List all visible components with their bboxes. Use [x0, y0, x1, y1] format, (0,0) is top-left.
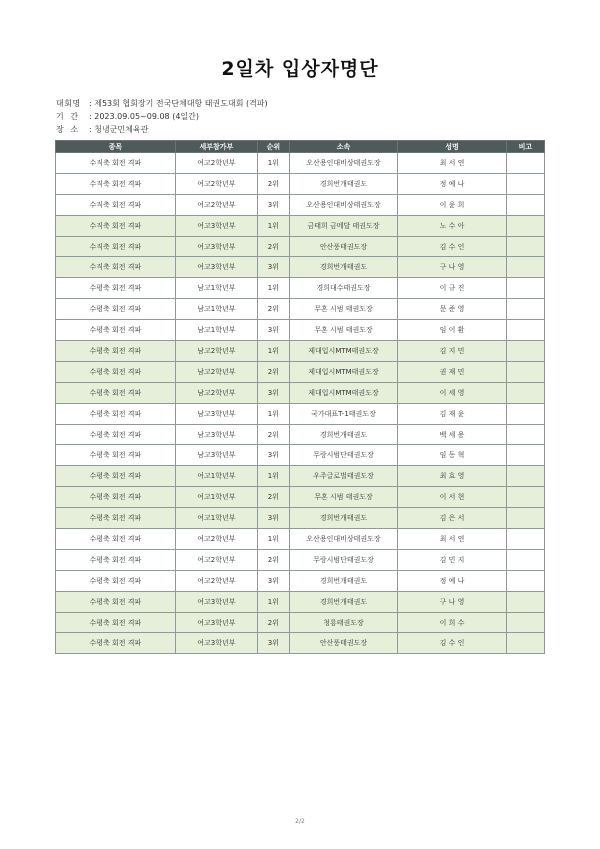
cell-note	[506, 445, 544, 466]
cell-rank: 2위	[257, 487, 289, 508]
table-row	[56, 257, 545, 278]
cell-team: 금태희 금메달 태권도장	[289, 215, 398, 236]
cell-event: 수직축 회전 격파	[56, 215, 176, 236]
cell-name: 정 예 나	[398, 570, 507, 591]
cell-team: 오산용인대비상태권도장	[289, 529, 398, 550]
cell-division: 여고3학년부	[175, 215, 257, 236]
cell-rank: 1위	[257, 153, 289, 174]
table-row	[56, 194, 545, 215]
cell-team: 청룡태권도장	[289, 612, 398, 633]
cell-team: 국가대표T-1태권도장	[289, 403, 398, 424]
cell-event: 수평축 회전 격파	[56, 529, 176, 550]
table-header	[56, 141, 545, 153]
table-row	[56, 361, 545, 382]
cell-team: 무랑시범단태권도장	[289, 445, 398, 466]
cell-name: 이 규 진	[398, 278, 507, 299]
cell-team: 안산풍태권도장	[289, 633, 398, 654]
cell-team: 제대입시MTM태권도장	[289, 341, 398, 362]
table-row	[56, 153, 545, 174]
cell-division: 남고3학년부	[175, 424, 257, 445]
cell-name: 임 동 혁	[398, 445, 507, 466]
page-number: 2/2	[295, 818, 305, 825]
cell-rank: 2위	[257, 612, 289, 633]
table-row	[56, 341, 545, 362]
cell-division: 여고2학년부	[175, 173, 257, 194]
cell-note	[506, 153, 544, 174]
cell-rank: 1위	[257, 341, 289, 362]
cell-name: 김 지 민	[398, 341, 507, 362]
cell-rank: 3위	[257, 445, 289, 466]
cell-name: 이 윤 희	[398, 194, 507, 215]
cell-rank: 3위	[257, 382, 289, 403]
cell-rank: 3위	[257, 320, 289, 341]
cell-note	[506, 424, 544, 445]
cell-team: 경희번개태권도	[289, 424, 398, 445]
cell-event: 수직축 회전 격파	[56, 153, 176, 174]
cell-division: 남고1학년부	[175, 320, 257, 341]
cell-name: 김 수 인	[398, 633, 507, 654]
header-event: 종목	[56, 141, 176, 153]
cell-event: 수평축 회전 격파	[56, 612, 176, 633]
cell-division: 여고1학년부	[175, 487, 257, 508]
cell-event: 수평축 회전 격파	[56, 466, 176, 487]
cell-note	[506, 341, 544, 362]
cell-name: 구 나 영	[398, 257, 507, 278]
cell-rank: 1위	[257, 278, 289, 299]
table-row	[56, 591, 545, 612]
cell-event: 수평축 회전 격파	[56, 320, 176, 341]
table-row	[56, 403, 545, 424]
event-name-label: 대회명	[56, 99, 81, 108]
cell-division: 여고2학년부	[175, 570, 257, 591]
cell-note	[506, 633, 544, 654]
cell-division: 남고1학년부	[175, 299, 257, 320]
cell-division: 여고2학년부	[175, 153, 257, 174]
cell-division: 여고3학년부	[175, 236, 257, 257]
table-row	[56, 508, 545, 529]
event-venue-row	[56, 123, 268, 136]
cell-rank: 1위	[257, 591, 289, 612]
cell-note	[506, 382, 544, 403]
cell-note	[506, 508, 544, 529]
cell-division: 여고1학년부	[175, 508, 257, 529]
cell-rank: 1위	[257, 215, 289, 236]
cell-note	[506, 278, 544, 299]
table-row	[56, 570, 545, 591]
table-row	[56, 299, 545, 320]
table-row	[56, 236, 545, 257]
cell-note	[506, 403, 544, 424]
cell-team: 경희번개태권도	[289, 257, 398, 278]
cell-division: 남고3학년부	[175, 403, 257, 424]
cell-name: 이 세 영	[398, 382, 507, 403]
cell-event: 수평축 회전 격파	[56, 445, 176, 466]
header-row	[56, 141, 545, 153]
cell-name: 최 서 연	[398, 153, 507, 174]
cell-team: 무혼 시범 태권도장	[289, 299, 398, 320]
cell-name: 노 수 아	[398, 215, 507, 236]
cell-division: 남고2학년부	[175, 361, 257, 382]
cell-note	[506, 257, 544, 278]
cell-event: 수평축 회전 격파	[56, 508, 176, 529]
cell-name: 이 서 현	[398, 487, 507, 508]
table-row	[56, 215, 545, 236]
table-row	[56, 466, 545, 487]
cell-team: 안산풍태권도장	[289, 236, 398, 257]
cell-team: 경희번개태권도	[289, 173, 398, 194]
cell-note	[506, 570, 544, 591]
cell-note	[506, 612, 544, 633]
cell-name: 김 민 지	[398, 549, 507, 570]
cell-name: 정 예 나	[398, 173, 507, 194]
cell-rank: 3위	[257, 570, 289, 591]
cell-team: 무랑시범단태권도장	[289, 549, 398, 570]
cell-team: 제대입시MTM태권도장	[289, 361, 398, 382]
cell-event: 수평축 회전 격파	[56, 570, 176, 591]
cell-name: 김 수 인	[398, 236, 507, 257]
cell-team: 경희번개태권도	[289, 508, 398, 529]
cell-division: 남고1학년부	[175, 278, 257, 299]
table-row	[56, 445, 545, 466]
cell-note	[506, 194, 544, 215]
cell-division: 여고2학년부	[175, 529, 257, 550]
cell-note	[506, 173, 544, 194]
cell-division: 남고2학년부	[175, 341, 257, 362]
cell-division: 여고3학년부	[175, 257, 257, 278]
event-venue-label: 장 소	[56, 125, 79, 134]
cell-note	[506, 320, 544, 341]
cell-rank: 3위	[257, 508, 289, 529]
cell-event: 수평축 회전 격파	[56, 633, 176, 654]
cell-rank: 3위	[257, 257, 289, 278]
cell-rank: 2위	[257, 173, 289, 194]
table-row	[56, 612, 545, 633]
cell-team: 경희대수태권도장	[289, 278, 398, 299]
cell-name: 임 이 환	[398, 320, 507, 341]
cell-name: 이 희 수	[398, 612, 507, 633]
header-name: 성명	[398, 141, 507, 153]
cell-name: 최 서 연	[398, 529, 507, 550]
cell-rank: 1위	[257, 529, 289, 550]
cell-division: 남고2학년부	[175, 382, 257, 403]
cell-event: 수평축 회전 격파	[56, 382, 176, 403]
cell-division: 여고2학년부	[175, 194, 257, 215]
cell-event: 수직축 회전 격파	[56, 194, 176, 215]
cell-team: 오산용인대비상태권도장	[289, 153, 398, 174]
table-row	[56, 173, 545, 194]
page-title: 2일차 입상자명단	[221, 58, 379, 80]
cell-division: 남고3학년부	[175, 445, 257, 466]
event-period-row	[56, 110, 268, 123]
cell-name: 문 준 영	[398, 299, 507, 320]
event-name-value: : 제53회 협회장기 전국단체대항 태권도대회 (격파)	[89, 99, 268, 108]
cell-name: 김 은 서	[398, 508, 507, 529]
event-info	[56, 97, 268, 136]
table-row	[56, 549, 545, 570]
header-note: 비고	[506, 141, 544, 153]
cell-event: 수직축 회전 격파	[56, 173, 176, 194]
cell-division: 여고3학년부	[175, 612, 257, 633]
cell-rank: 3위	[257, 633, 289, 654]
cell-note	[506, 591, 544, 612]
cell-event: 수평축 회전 격파	[56, 487, 176, 508]
table-row	[56, 487, 545, 508]
cell-event: 수평축 회전 격파	[56, 361, 176, 382]
cell-name: 김 재 윤	[398, 403, 507, 424]
cell-team: 오산용인대비상태권도장	[289, 194, 398, 215]
cell-team: 우주글로벌태권도장	[289, 466, 398, 487]
table-row	[56, 529, 545, 550]
cell-event: 수평축 회전 격파	[56, 341, 176, 362]
cell-event: 수평축 회전 격파	[56, 278, 176, 299]
cell-event: 수직축 회전 격파	[56, 257, 176, 278]
cell-note	[506, 236, 544, 257]
cell-name: 권 재 민	[398, 361, 507, 382]
cell-note	[506, 549, 544, 570]
cell-team: 제대입시MTM태권도장	[289, 382, 398, 403]
table-body	[56, 153, 545, 654]
results-table	[55, 140, 545, 654]
cell-event: 수평축 회전 격파	[56, 299, 176, 320]
event-period-label: 기 간	[56, 112, 79, 121]
cell-rank: 2위	[257, 549, 289, 570]
cell-rank: 1위	[257, 403, 289, 424]
cell-name: 백 세 용	[398, 424, 507, 445]
cell-note	[506, 529, 544, 550]
cell-team: 경희번개태권도	[289, 591, 398, 612]
cell-team: 무혼 시범 태권도장	[289, 320, 398, 341]
cell-division: 여고3학년부	[175, 591, 257, 612]
event-venue-value: : 청냉군민체육관	[89, 125, 149, 134]
cell-note	[506, 215, 544, 236]
cell-team: 무혼 시범 태권도장	[289, 487, 398, 508]
table-row	[56, 278, 545, 299]
cell-team: 경희번개태권도	[289, 570, 398, 591]
table-row	[56, 424, 545, 445]
cell-rank: 3위	[257, 194, 289, 215]
cell-event: 수평축 회전 격파	[56, 549, 176, 570]
cell-event: 수평축 회전 격파	[56, 403, 176, 424]
cell-event: 수평축 회전 격파	[56, 424, 176, 445]
cell-note	[506, 299, 544, 320]
event-period-value: : 2023.09.05~09.08 (4일간)	[89, 112, 199, 121]
table-row	[56, 382, 545, 403]
header-rank: 순위	[257, 141, 289, 153]
cell-note	[506, 487, 544, 508]
cell-division: 여고1학년부	[175, 466, 257, 487]
cell-name: 구 나 영	[398, 591, 507, 612]
cell-rank: 2위	[257, 236, 289, 257]
event-name-row	[56, 97, 268, 110]
table-row	[56, 633, 545, 654]
table-row	[56, 320, 545, 341]
header-team: 소속	[289, 141, 398, 153]
cell-rank: 2위	[257, 424, 289, 445]
cell-rank: 2위	[257, 299, 289, 320]
cell-event: 수평축 회전 격파	[56, 591, 176, 612]
header-division: 세부참가부	[175, 141, 257, 153]
cell-division: 여고3학년부	[175, 633, 257, 654]
cell-rank: 2위	[257, 361, 289, 382]
cell-note	[506, 361, 544, 382]
cell-event: 수직축 회전 격파	[56, 236, 176, 257]
cell-note	[506, 466, 544, 487]
cell-rank: 1위	[257, 466, 289, 487]
cell-division: 여고2학년부	[175, 549, 257, 570]
cell-name: 최 효 영	[398, 466, 507, 487]
